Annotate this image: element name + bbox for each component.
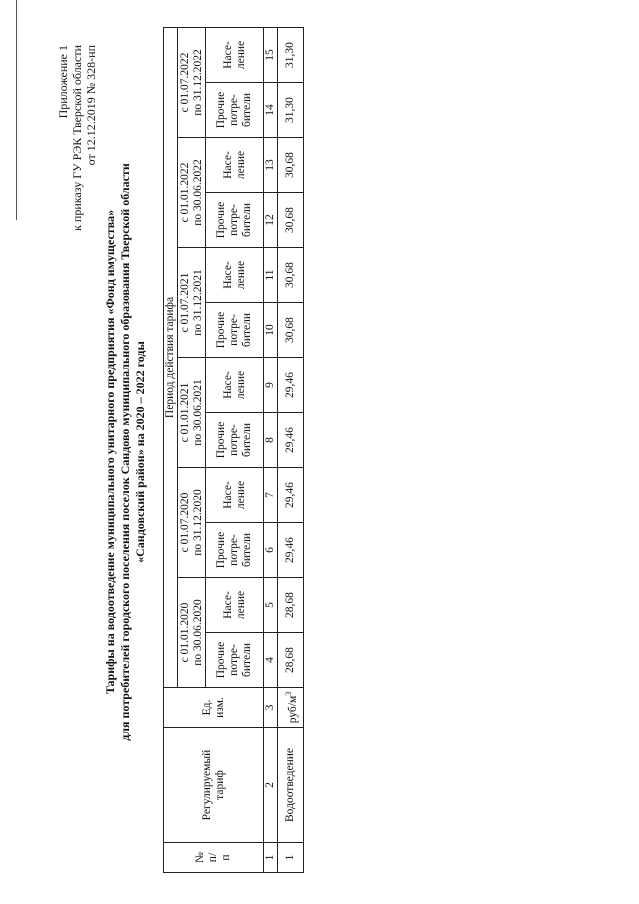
document-title <box>103 60 148 844</box>
header-unit: Ед. изм. <box>164 688 264 728</box>
unit-superscript: 3 <box>283 691 293 696</box>
subheader-population: Насе- ление <box>206 28 264 83</box>
tariff-value: 31,30 <box>278 83 304 138</box>
tariff-value: 29,46 <box>278 413 304 468</box>
title-line-1: Тарифы на водоотведение муниципального унитарного предприятия «Фонд имущества» <box>103 209 117 695</box>
subheader-population: Насе- ление <box>206 358 264 413</box>
column-number: 14 <box>264 83 278 138</box>
column-number: 4 <box>264 633 278 688</box>
tariff-value: 30,68 <box>278 303 304 358</box>
column-number: 7 <box>264 468 278 523</box>
column-number: 9 <box>264 358 278 413</box>
period-header: с 01.07.2020 по 31.12.2020 <box>178 468 206 578</box>
period-header: с 01.01.2022 по 30.06.2022 <box>178 138 206 248</box>
column-number-row <box>264 28 278 873</box>
subheader-population: Насе- ление <box>206 468 264 523</box>
subheader-other-consumers: Прочие потре- бители <box>206 413 264 468</box>
tariff-value: 29,46 <box>278 468 304 523</box>
unit-text: руб/м <box>286 695 299 724</box>
column-number: 10 <box>264 303 278 358</box>
row-unit <box>278 688 304 728</box>
subheader-other-consumers: Прочие потре- бители <box>206 193 264 248</box>
header-tariff-period: Период действия тарифа <box>164 28 178 688</box>
row-number: 1 <box>278 843 304 873</box>
tariff-value: 31,30 <box>278 28 304 83</box>
subheader-population: Насе- ление <box>206 138 264 193</box>
tariff-value: 30,68 <box>278 138 304 193</box>
table-row <box>278 28 304 873</box>
column-number: 1 <box>264 843 278 873</box>
column-number: 15 <box>264 28 278 83</box>
row-tariff-name: Водоотведение <box>278 728 304 843</box>
column-number: 3 <box>264 688 278 728</box>
tariff-value: 28,68 <box>278 578 304 633</box>
column-number: 11 <box>264 248 278 303</box>
title-line-2: для потребителей городского поселения поселок Сандово муниципального образования Тверской области <box>118 163 132 741</box>
tariff-value: 28,68 <box>278 633 304 688</box>
subheader-other-consumers: Прочие потре- бители <box>206 83 264 138</box>
header-regulated-tariff: Регулируемый тариф <box>164 728 264 843</box>
subheader-other-consumers: Прочие потре- бители <box>206 523 264 578</box>
column-number: 12 <box>264 193 278 248</box>
subheader-other-consumers: Прочие потре- бители <box>206 633 264 688</box>
appendix-line-2: к приказу ГУ РЭК Тверской области <box>70 45 84 231</box>
subheader-other-consumers: Прочие потре- бители <box>206 303 264 358</box>
tariff-table <box>163 27 304 873</box>
subheader-population: Насе- ление <box>206 248 264 303</box>
column-number: 2 <box>264 728 278 843</box>
period-header: с 01.07.2021 по 31.12.2021 <box>178 248 206 358</box>
period-header: с 01.07.2022 по 31.12.2022 <box>178 28 206 138</box>
column-number: 5 <box>264 578 278 633</box>
column-number: 6 <box>264 523 278 578</box>
tariff-value: 30,68 <box>278 248 304 303</box>
tariff-value: 29,46 <box>278 358 304 413</box>
appendix-header <box>56 45 98 231</box>
period-header: с 01.01.2020 по 30.06.2020 <box>178 578 206 688</box>
period-header: с 01.01.2021 по 30.06.2021 <box>178 358 206 468</box>
subheader-population: Насе- ление <box>206 578 264 633</box>
title-line-3: «Сандовский район» на 2020 – 2022 годы <box>133 341 147 563</box>
column-number: 8 <box>264 413 278 468</box>
header-number: № п/ п <box>164 843 264 873</box>
tariff-value: 30,68 <box>278 193 304 248</box>
column-number: 13 <box>264 138 278 193</box>
appendix-line-1: Приложение 1 <box>56 45 70 119</box>
appendix-line-3: от 12.12.2019 № 328-нп <box>84 45 98 166</box>
tariff-value: 29,46 <box>278 523 304 578</box>
